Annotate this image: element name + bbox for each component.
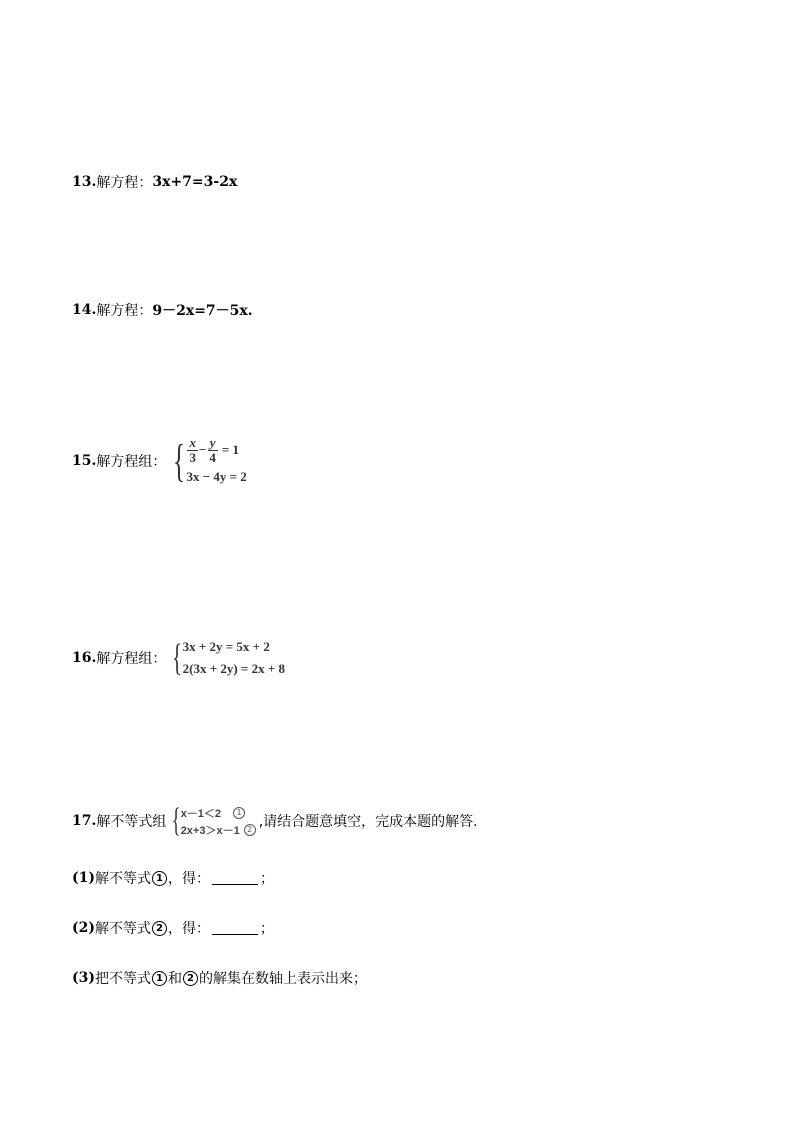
question-number: 15. [72,453,97,469]
question-17 [72,804,478,838]
circled-number-1: 1 [152,971,167,986]
circled-number-1: 1 [152,871,167,886]
equation-system [168,636,285,680]
question-number: 13. [72,174,97,190]
question-13 [72,172,237,192]
left-brace: { [172,637,183,679]
left-brace: { [173,435,186,486]
fraction-x-over-3: $\frac{x}{3}$ [189,434,196,465]
circled-number-2: 2 [183,971,198,986]
question-prompt: 解不等式组 [96,814,167,830]
fraction-y-over-4: $\frac{y}{4}$ [209,434,216,465]
inequality-system [168,804,256,838]
question-instruction: ,请结合题意填空，完成本题的解答. [258,814,478,830]
circled-number-1: 1 [233,807,245,819]
question-prompt: 解方程： [96,175,153,191]
inequality-row-2: 2x+3＞x－1 2 [181,821,257,838]
inequality-row-1: x－1＜2 1 [181,804,257,821]
sub-question-3: (3) 把不等式 1 和 2 的解集在数轴上表示出来； [72,970,367,987]
equation-row-1: $\frac{x}{3}$ − $\frac{y}{4}$ = 1 [189,434,240,465]
question-15 [72,434,249,488]
equation-row-2: 2(3x + 2y) = 2x + 8 [182,661,285,676]
circled-number-2: 2 [244,824,256,836]
circled-number-2: 2 [152,921,167,936]
equation: 9－2x=7－5x. [152,303,253,319]
sub-question-2: (2) 解不等式 2 ，得： ； [72,920,274,937]
equation-row-2: 3x − 4y = 2 [186,469,247,484]
question-prompt: 解方程组： [96,454,167,470]
left-brace: { [172,802,182,839]
question-prompt: 解方程： [96,303,153,319]
sub-question-1: (1) 解不等式 1 ，得： ； [72,870,274,887]
equation: 3x+7=3-2x [152,174,238,190]
question-number: 16. [72,650,97,666]
question-14 [72,300,253,320]
question-prompt: 解方程组： [96,651,167,667]
question-number: 14. [72,302,97,318]
equation-row-1: 3x + 2y = 5x + 2 [182,639,270,654]
answer-blank[interactable] [212,922,258,935]
question-16 [72,636,287,680]
equation-system [168,434,246,488]
answer-blank[interactable] [212,872,258,885]
question-number: 17. [72,813,97,829]
